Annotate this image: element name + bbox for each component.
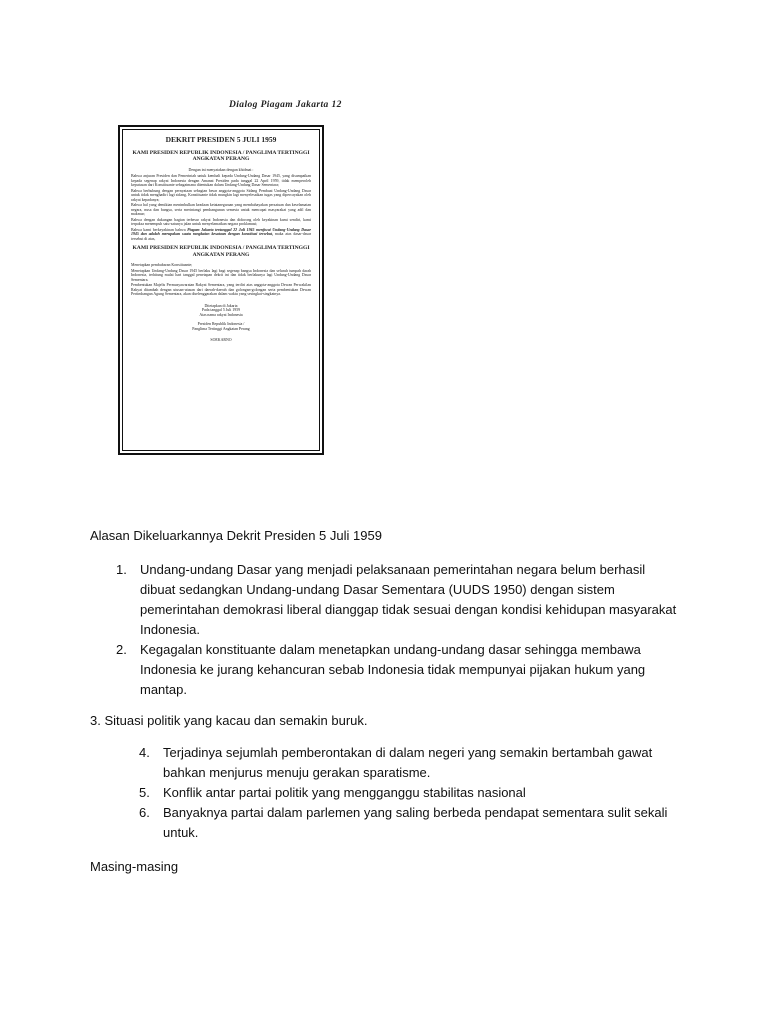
decree-heading: KAMI PRESIDEN REPUBLIK INDONESIA / PANGLIMA TERTINGGI ANGKATAN PERANG — [132, 150, 310, 163]
list-line: Konflik antar partai politik yang mengganggu stabilitas nasional — [163, 785, 526, 800]
list-item — [116, 560, 700, 640]
decree-date: Pada tanggal 5 Juli 1959 — [201, 308, 241, 313]
decree-decision: Pembentukan Majelis Permusyawaratan Rakyat Sementara, yang terdiri atas anggota-anggota Dewan Perwakilan Rakyat ditambah dengan utusan-utusan dari daerah-daerah dan golongan-golongan serta pembentukan Dewan Pertimbangan Agung Sementara, akan diselenggarakan dalam waktu yang sesingkat-singkatnya. — [131, 283, 311, 297]
decree-paragraph: Bahwa anjuran Presiden dan Pemerintah untuk kembali kepada Undang-Undang Dasar 1945, yang disampaikan kepada segenap rakyat Indonesia dengan Amanat Presiden pada tanggal 22 April 1959, tidak memperoleh keputusan dari Konstituante sebagaimana ditentukan dalam Undang-Undang Dasar Sementara; — [131, 174, 311, 188]
decree-signer: SOEKARNO — [210, 338, 232, 343]
decree-scan-image — [118, 125, 324, 455]
reasons-list — [116, 560, 700, 700]
reason-3: 3. Situasi politik yang kacau dan semakin buruk. — [90, 713, 368, 728]
decree-text: maka atas dasar-dasar tersebut di atas, — [131, 232, 311, 241]
decree-heading-2: KAMI PRESIDEN REPUBLIK INDONESIA / PANGLIMA TERTINGGI ANGKATAN PERANG — [132, 245, 310, 258]
decree-role: Panglima Tertinggi Angkatan Perang — [192, 326, 250, 331]
decree-place: Ditetapkan di Jakarta — [204, 303, 238, 308]
list-number: 1. — [116, 562, 127, 577]
list-line: untuk. — [163, 825, 199, 840]
list-line: Kegagalan konstituante dalam menetapkan undang-undang dasar sehingga membawa — [140, 642, 641, 657]
decree-paragraph: Bahwa hal yang demikian menimbulkan keadaan ketatanegaraan yang membahayakan persatuan dan keselamatan negara, nusa dan bangsa, serta merintangi pembangunan semesta untuk mencapai masyarakat yang adil dan makmur; — [131, 203, 311, 217]
list-line: Indonesia. — [140, 622, 200, 637]
list-line: bahkan menjurus menuju gerakan sparatisme. — [163, 765, 431, 780]
list-item — [139, 783, 703, 803]
list-number: 5. — [139, 785, 150, 800]
decree-text: Bahwa kami berkeyakinan bahwa — [131, 227, 186, 232]
decree-role: Presiden Republik Indonesia / — [197, 322, 245, 327]
decree-onbehalf: Atas nama rakyat Indonesia — [199, 312, 243, 317]
closing-text: Masing-masing — [90, 859, 179, 874]
list-item — [116, 640, 700, 700]
list-item — [139, 803, 703, 843]
decree-decision: Menetapkan pembubaran Konstituante; — [131, 263, 193, 268]
list-item — [139, 743, 703, 783]
decree-title: DEKRIT PRESIDEN 5 JULI 1959 — [165, 135, 277, 144]
list-number: 4. — [139, 745, 150, 760]
decree-paragraph: Bahwa berhubung dengan pernyataan sebagian besar anggota-anggota Sidang Pembuat Undang-Undang Dasar untuk tidak menghadiri lagi sidang, Konstituante tidak mungkin lagi menyelesaikan tugas yang dipercayakan oleh rakyat kepadanya; — [131, 188, 311, 202]
scan-caption: Dialog Piagam Jakarta 12 — [229, 100, 342, 110]
decree-signature-block — [131, 304, 311, 332]
list-line: Terjadinya sejumlah pemberontakan di dalam negeri yang semakin bertambah gawat — [163, 745, 653, 760]
list-line: mantap. — [140, 682, 187, 697]
decree-emphasis: Piagam Jakarta tertanggal 22 Juli 1945 menjiwai Undang-Undang Dasar 1945 dan adalah merupakan suatu rangkaian kesatuan dengan konstitusi tersebut, — [131, 227, 311, 237]
list-line: Banyaknya partai dalam parlemen yang saling berbeda pendapat sementara sulit sekali — [163, 805, 668, 820]
decree-intro: Dengan ini menyatakan dengan khidmat : — [188, 167, 254, 172]
list-line: Undang-undang Dasar yang menjadi pelaksanaan pemerintahan negara belum berhasil — [140, 562, 646, 577]
list-line: pemerintahan demokrasi liberal dianggap tidak sesuai dengan kondisi kehidupan masyarakat — [140, 602, 677, 617]
reasons-list-continued — [139, 743, 703, 843]
list-line: dibuat sedangkan Undang-undang Dasar Sementara (UUDS 1950) dengan sistem — [140, 582, 615, 597]
decree-paragraph: Bahwa dengan dukungan bagian terbesar rakyat Indonesia dan didorong oleh keyakinan kami sendiri, kami terpaksa menempuh satu-satunya jalan untuk menyelamatkan negara proklamasi; — [131, 217, 311, 227]
section-heading: Alasan Dikeluarkannya Dekrit Presiden 5 Juli 1959 — [90, 528, 382, 543]
decree-document — [122, 129, 320, 451]
decree-decision: Menetapkan Undang-Undang Dasar 1945 berlaku lagi bagi segenap bangsa Indonesia dan seluruh tumpah darah Indonesia, terhitung mulai hari tanggal penetapan dekrit ini dan tidak berlakunya lagi Undang-Undang Dasar Sementara. — [131, 268, 311, 282]
list-number: 6. — [139, 805, 150, 820]
list-number: 2. — [116, 642, 127, 657]
list-line: Indonesia ke jurang kehancuran sebab Indonesia tidak mempunyai pijakan hukum yang — [140, 662, 646, 677]
decree-paragraph-piagam — [131, 228, 311, 242]
